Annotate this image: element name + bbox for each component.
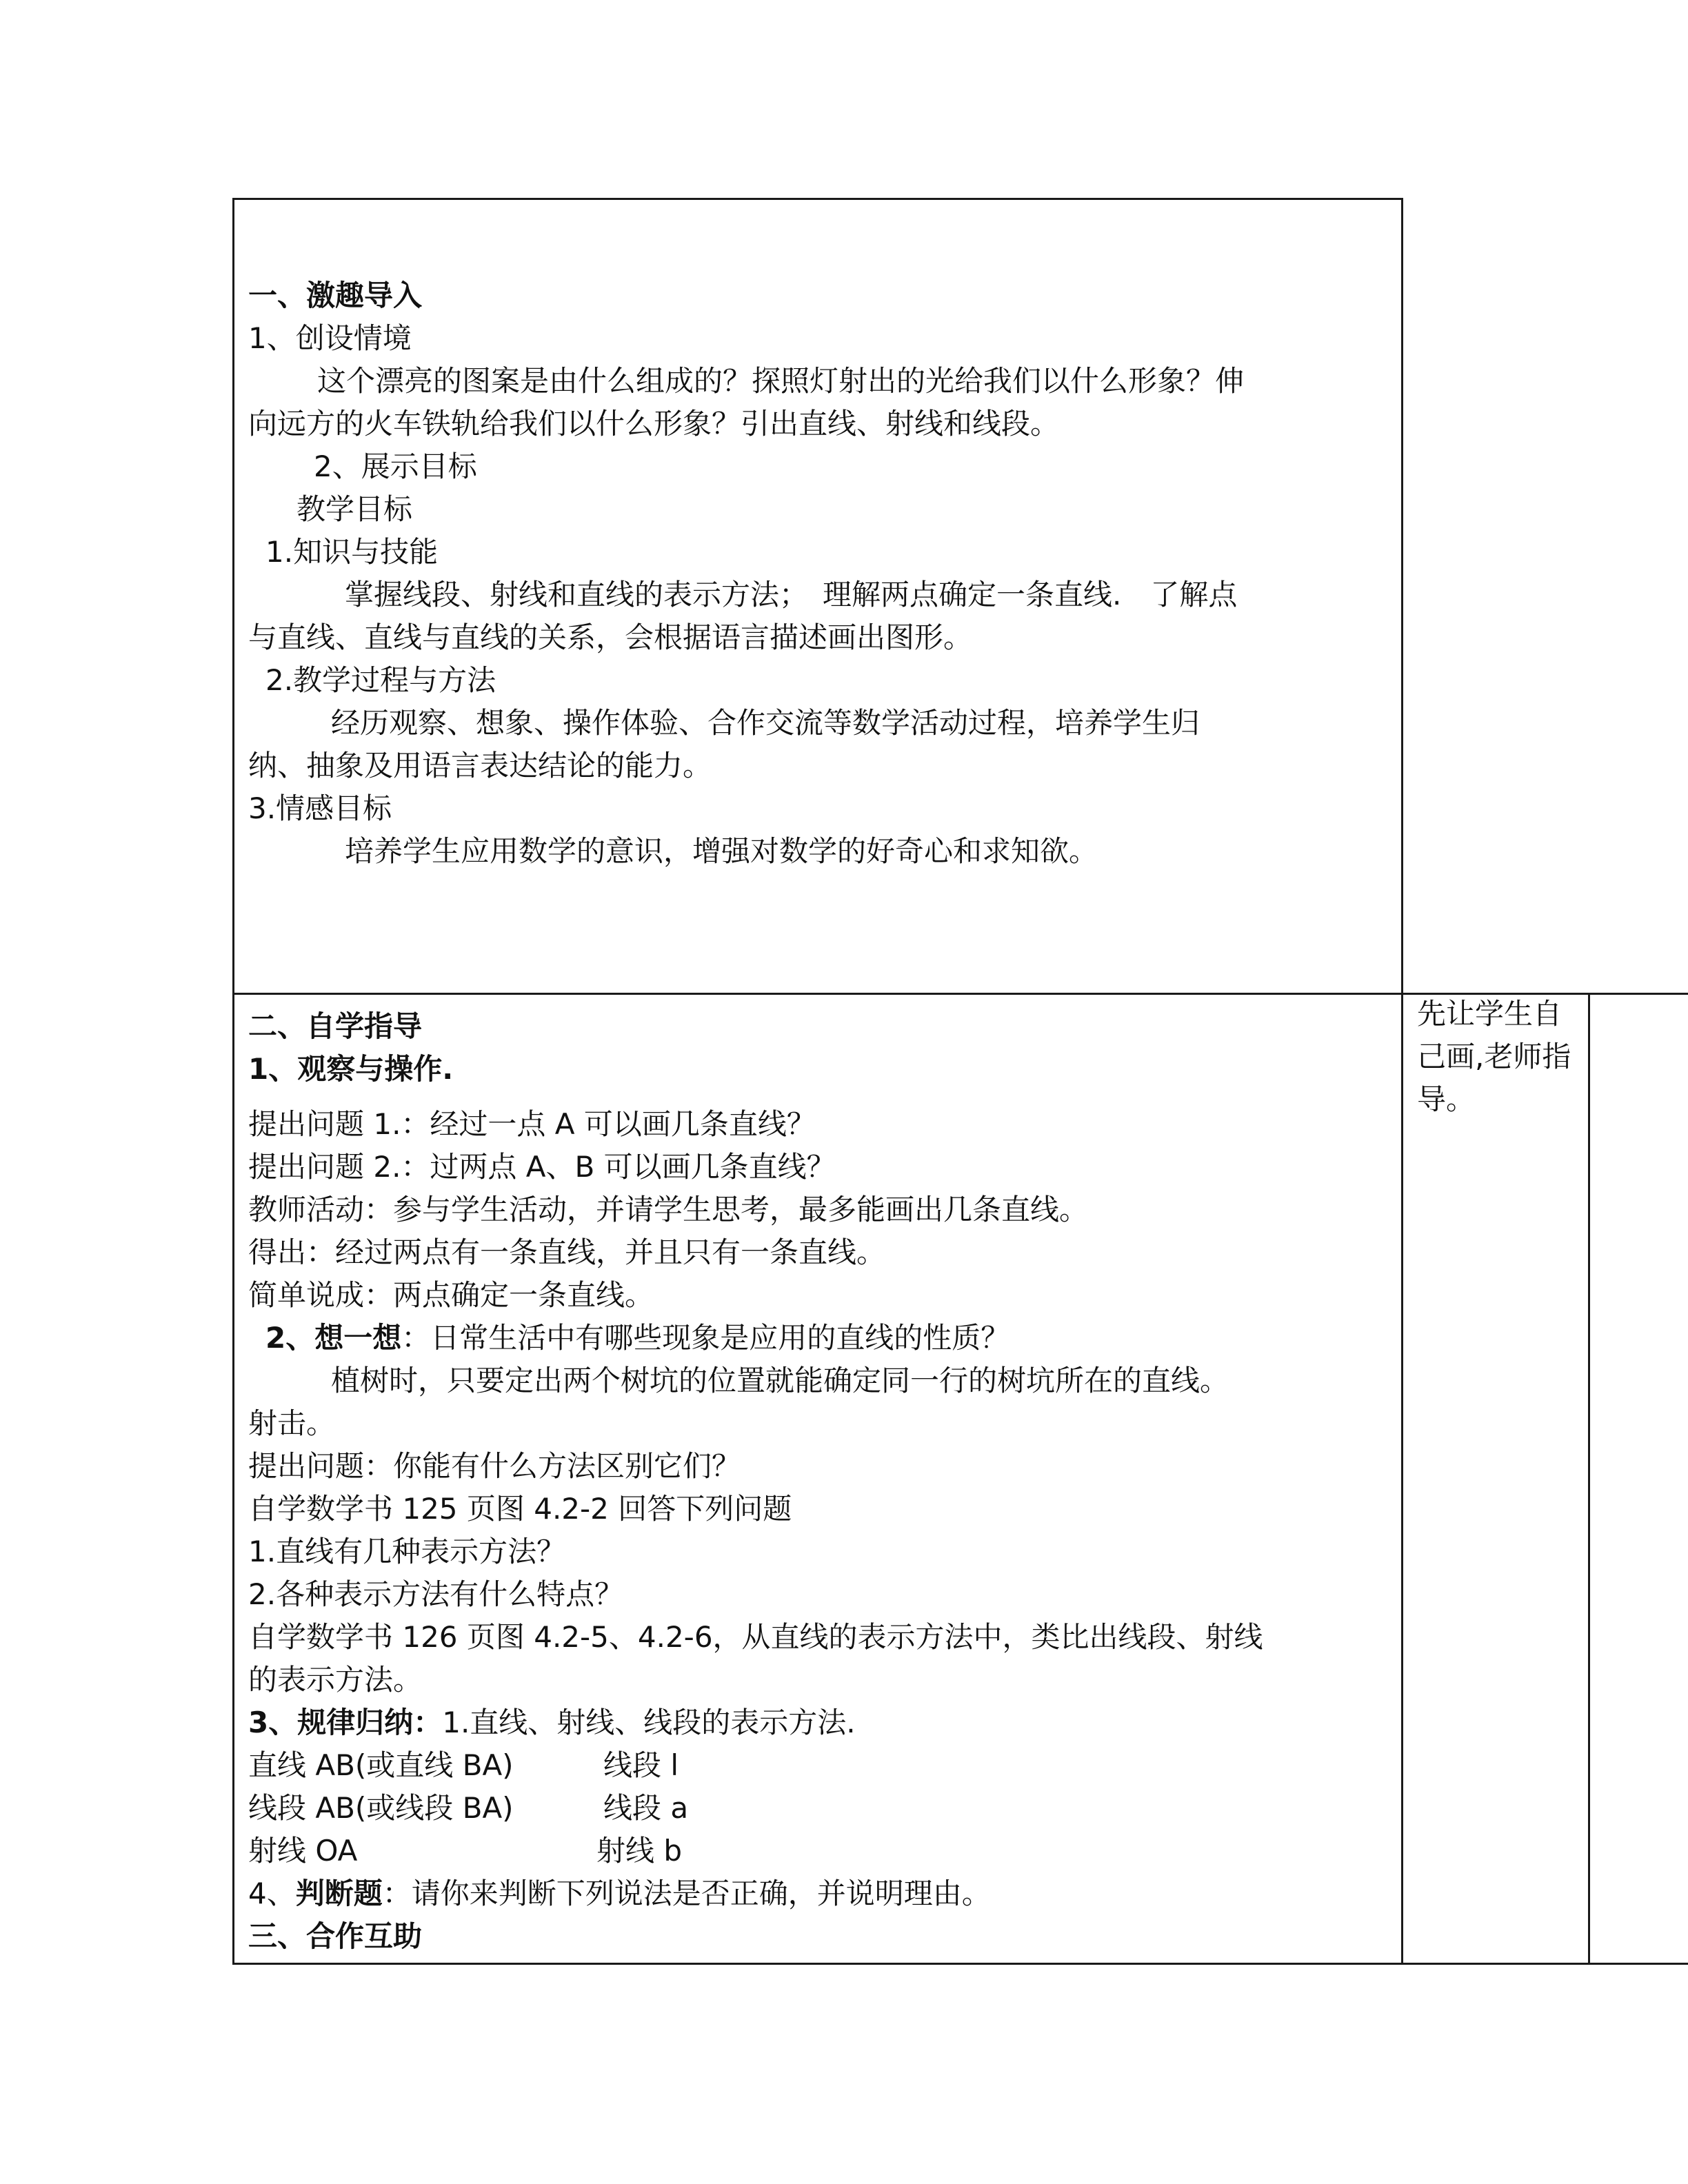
paragraph-line: 提出问题 1.：经过一点 A 可以画几条直线？ xyxy=(248,1107,816,1141)
notation-item: 射线 OA xyxy=(248,1834,358,1868)
paragraph-line: 得出：经过两点有一条直线，并且只有一条直线。 xyxy=(248,1235,886,1269)
table-border-bottom xyxy=(232,1963,1688,1965)
paragraph-line: 简单说成：两点确定一条直线。 xyxy=(248,1278,654,1312)
goal-title: 2.教学过程与方法 xyxy=(265,663,496,697)
notation-item: 直线 AB(或直线 BA) xyxy=(248,1748,514,1782)
goals-title: 教学目标 xyxy=(297,492,413,526)
paragraph-line: 掌握线段、射线和直线的表示方法； 理解两点确定一条直线. 了解点 xyxy=(345,578,1238,611)
think-text: ：日常生活中有哪些现象是应用的直线的性质？ xyxy=(401,1321,1010,1355)
notation-item: 射线 b xyxy=(596,1834,683,1868)
notes-column-divider xyxy=(1588,993,1590,1965)
section-heading: 二、自学指导 xyxy=(248,1009,423,1043)
paragraph-line: 自学数学书 125 页图 4.2-2 回答下列问题 xyxy=(248,1492,792,1526)
think-label: 2、想一想 xyxy=(265,1321,402,1355)
judge-prefix: 4、 xyxy=(248,1877,296,1910)
rule-label: 3、规律归纳： xyxy=(248,1706,443,1739)
paragraph-line: 的表示方法。 xyxy=(248,1663,423,1697)
paragraph-line: 这个漂亮的图案是由什么组成的？探照灯射出的光给我们以什么形象？伸 xyxy=(317,364,1245,398)
paragraph-line: 纳、抽象及用语言表达结论的能力。 xyxy=(248,749,712,782)
paragraph-line xyxy=(248,1872,991,1915)
paragraph-line: 射击。 xyxy=(248,1406,336,1440)
paragraph-line: 经历观察、想象、操作体验、合作交流等数学活动过程，培养学生归 xyxy=(331,706,1200,740)
paragraph-line xyxy=(248,1701,856,1744)
goal-title: 3.情感目标 xyxy=(248,791,392,825)
judge-text: ：请你来判断下列说法是否正确，并说明理由。 xyxy=(382,1877,991,1910)
paragraph-line: 植树时，只要定出两个树坑的位置就能确定同一行的树坑所在的直线。 xyxy=(331,1364,1229,1397)
paragraph-line: 提出问题：你能有什么方法区别它们？ xyxy=(248,1449,741,1483)
notation-item: 线段 a xyxy=(603,1791,689,1825)
table-border-top xyxy=(232,198,1403,200)
paragraph-line: 自学数学书 126 页图 4.2-5、4.2-6，从直线的表示方法中，类比出线段、射线 xyxy=(248,1620,1263,1654)
paragraph-line: 提出问题 2.：过两点 A、B 可以画几条直线？ xyxy=(248,1150,836,1184)
rule-text: 1.直线、射线、线段的表示方法. xyxy=(442,1706,856,1739)
paragraph-line xyxy=(265,1317,1009,1359)
paragraph-line: 与直线、直线与直线的关系，会根据语言描述画出图形。 xyxy=(248,620,973,654)
notation-item: 线段 l xyxy=(603,1748,679,1782)
paragraph-line: 向远方的火车铁轨给我们以什么形象？引出直线、射线和线段。 xyxy=(248,407,1060,441)
section-heading: 三、合作互助 xyxy=(248,1919,423,1953)
sub-heading: 2、展示目标 xyxy=(314,449,477,483)
sub-heading: 1、观察与操作. xyxy=(248,1052,454,1086)
table-border-right-main xyxy=(1401,198,1403,1965)
side-note: 先让学生自己画,老师指导。 xyxy=(1417,997,1571,1116)
list-item: 1.直线有几种表示方法？ xyxy=(248,1535,566,1568)
table-border-left xyxy=(232,198,234,1965)
paragraph-line: 教师活动：参与学生活动，并请学生思考，最多能画出几条直线。 xyxy=(248,1193,1089,1226)
section-heading: 一、激趣导入 xyxy=(248,279,423,312)
list-item: 2.各种表示方法有什么特点？ xyxy=(248,1577,624,1611)
goal-title: 1.知识与技能 xyxy=(265,535,439,569)
notation-item: 线段 AB(或线段 BA) xyxy=(248,1791,514,1825)
judge-label: 判断题 xyxy=(295,1877,383,1910)
sub-heading: 1、创设情境 xyxy=(248,321,412,355)
paragraph-line: 培养学生应用数学的意识，增强对数学的好奇心和求知欲。 xyxy=(345,834,1098,868)
